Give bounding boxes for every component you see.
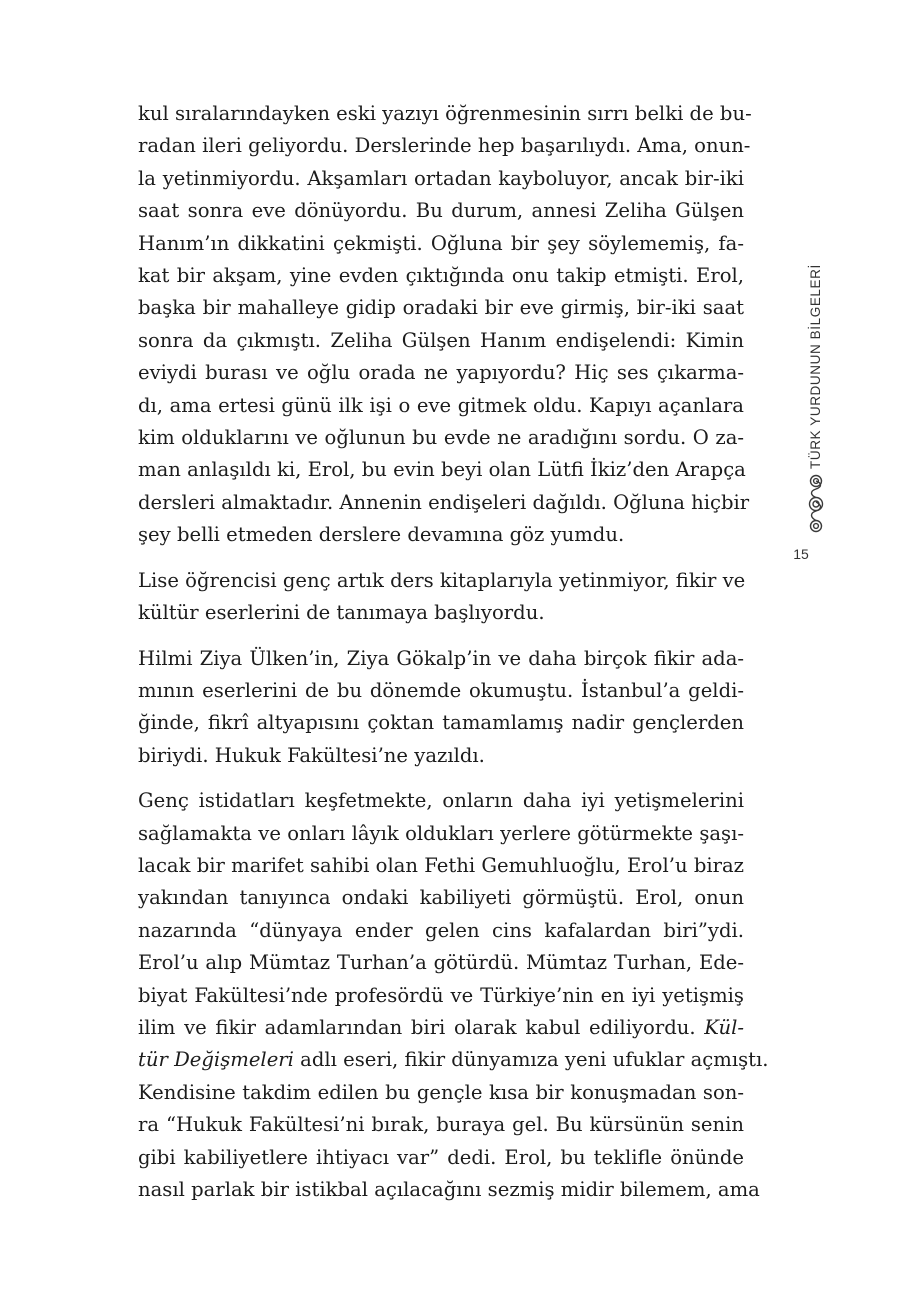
text-line: mının eserlerini de bu dönemde okumuştu. İstanbul’a geldi-	[138, 678, 744, 702]
text-line: Hanım’ın dikkatini çekmişti. Oğluna bir şey söylememiş, fa-	[138, 231, 744, 255]
text-line: man anlaşıldı ki, Erol, bu evin beyi olan Lütfi İkiz’den Arapça	[138, 458, 746, 482]
text-fragment: ilim ve fikir adamlarından biri olarak kabul ediliyordu.	[138, 1015, 705, 1039]
text-line: Hilmi Ziya Ülken’in, Ziya Gökalp’in ve daha birçok fikir ada-	[138, 646, 744, 670]
text-line: Kendisine takdim edilen bu gençle kısa bir konuşmadan son-	[138, 1080, 744, 1104]
text-line: nasıl parlak bir istikbal açılacağını sezmiş midir bilemem, ama	[138, 1178, 760, 1201]
text-line: sonra da çıkmıştı. Zeliha Gülşen Hanım endişelendi: Kimin	[138, 328, 744, 352]
book-title-running-head: TÜRK YURDUNUN BİLGELERİ	[808, 264, 823, 469]
text-line: kul sıralarındayken eski yazıyı öğrenmesinin sırrı belki de bu-	[138, 102, 752, 125]
text-line: yakından tanıyınca ondaki kabiliyeti görmüştü. Erol, onun	[138, 886, 744, 910]
text-line: biriydi. Hukuk Fakültesi’ne yazıldı.	[138, 743, 485, 767]
book-title-italic: tür Değişmeleri	[138, 1048, 294, 1072]
text-line: kültür eserlerini de tanımaya başlıyordu.	[138, 601, 545, 625]
text-line: kat bir akşam, yine evden çıktığında onu takip etmişti. Erol,	[138, 264, 744, 288]
text-line: ğinde, fikrî altyapısını çoktan tamamlamış nadir gençlerden	[138, 711, 744, 735]
text-line: eviydi burası ve oğlu orada ne yapıyordu? Hiç ses çıkarma-	[138, 361, 744, 385]
text-line-with-italic	[138, 1012, 744, 1044]
text-line: saat sonra eve dönüyordu. Bu durum, annesi Zeliha Gülşen	[138, 199, 744, 223]
paragraph-4	[138, 785, 769, 1206]
page-number: 15	[793, 546, 809, 562]
spiral-scroll-ornament-icon	[806, 473, 826, 535]
text-line: başka bir mahalleye gidip oradaki bir eve girmiş, bir-iki saat	[138, 296, 744, 320]
text-line: biyat Fakültesi’nde profesördü ve Türkiye’nin en iyi yetişmiş	[138, 983, 744, 1007]
book-title-italic: Kül-	[704, 1015, 744, 1039]
text-line: Genç istidatları keşfetmekte, onların daha iyi yetişmelerini	[138, 789, 744, 813]
text-line: gibi kabiliyetlere ihtiyacı var” dedi. Erol, bu teklifle önünde	[138, 1145, 744, 1169]
text-line: ra “Hukuk Fakültesi’ni bırak, buraya gel. Bu kürsünün senin	[138, 1113, 744, 1137]
paragraph-3	[138, 643, 744, 773]
text-line-with-italic	[138, 1044, 769, 1076]
text-line: la yetinmiyordu. Akşamları ortadan kayboluyor, ancak bir-iki	[138, 166, 744, 190]
page-body-text	[138, 98, 769, 1219]
text-line: dı, ama ertesi günü ilk işi o eve gitmek oldu. Kapıyı açanlara	[138, 393, 744, 417]
text-line: sağlamakta ve onları lâyık oldukları yerlere götürmekte şaşı-	[138, 821, 744, 845]
text-line: radan ileri geliyordu. Derslerinde hep başarılıydı. Ama, onun-	[138, 134, 751, 158]
paragraph-1	[138, 98, 752, 552]
text-line: nazarında “dünyaya ender gelen cins kafalardan biri”ydi.	[138, 918, 744, 942]
paragraph-2	[138, 565, 744, 630]
text-line: Erol’u alıp Mümtaz Turhan’a götürdü. Mümtaz Turhan, Ede-	[138, 951, 744, 975]
text-line: şey belli etmeden derslere devamına göz yumdu.	[138, 523, 625, 547]
text-line: Lise öğrencisi genç artık ders kitaplarıyla yetinmiyor, fikir ve	[138, 568, 746, 592]
text-line: dersleri almaktadır. Annenin endişeleri dağıldı. Oğluna hiçbir	[138, 490, 750, 514]
text-line: lacak bir marifet sahibi olan Fethi Gemuhluoğlu, Erol’u biraz	[138, 853, 744, 877]
text-fragment: adlı eseri, fikir dünyamıza yeni ufuklar açmıştı.	[293, 1048, 769, 1072]
text-line: kim olduklarını ve oğlunun bu evde ne aradığını sordu. O za-	[138, 426, 744, 450]
